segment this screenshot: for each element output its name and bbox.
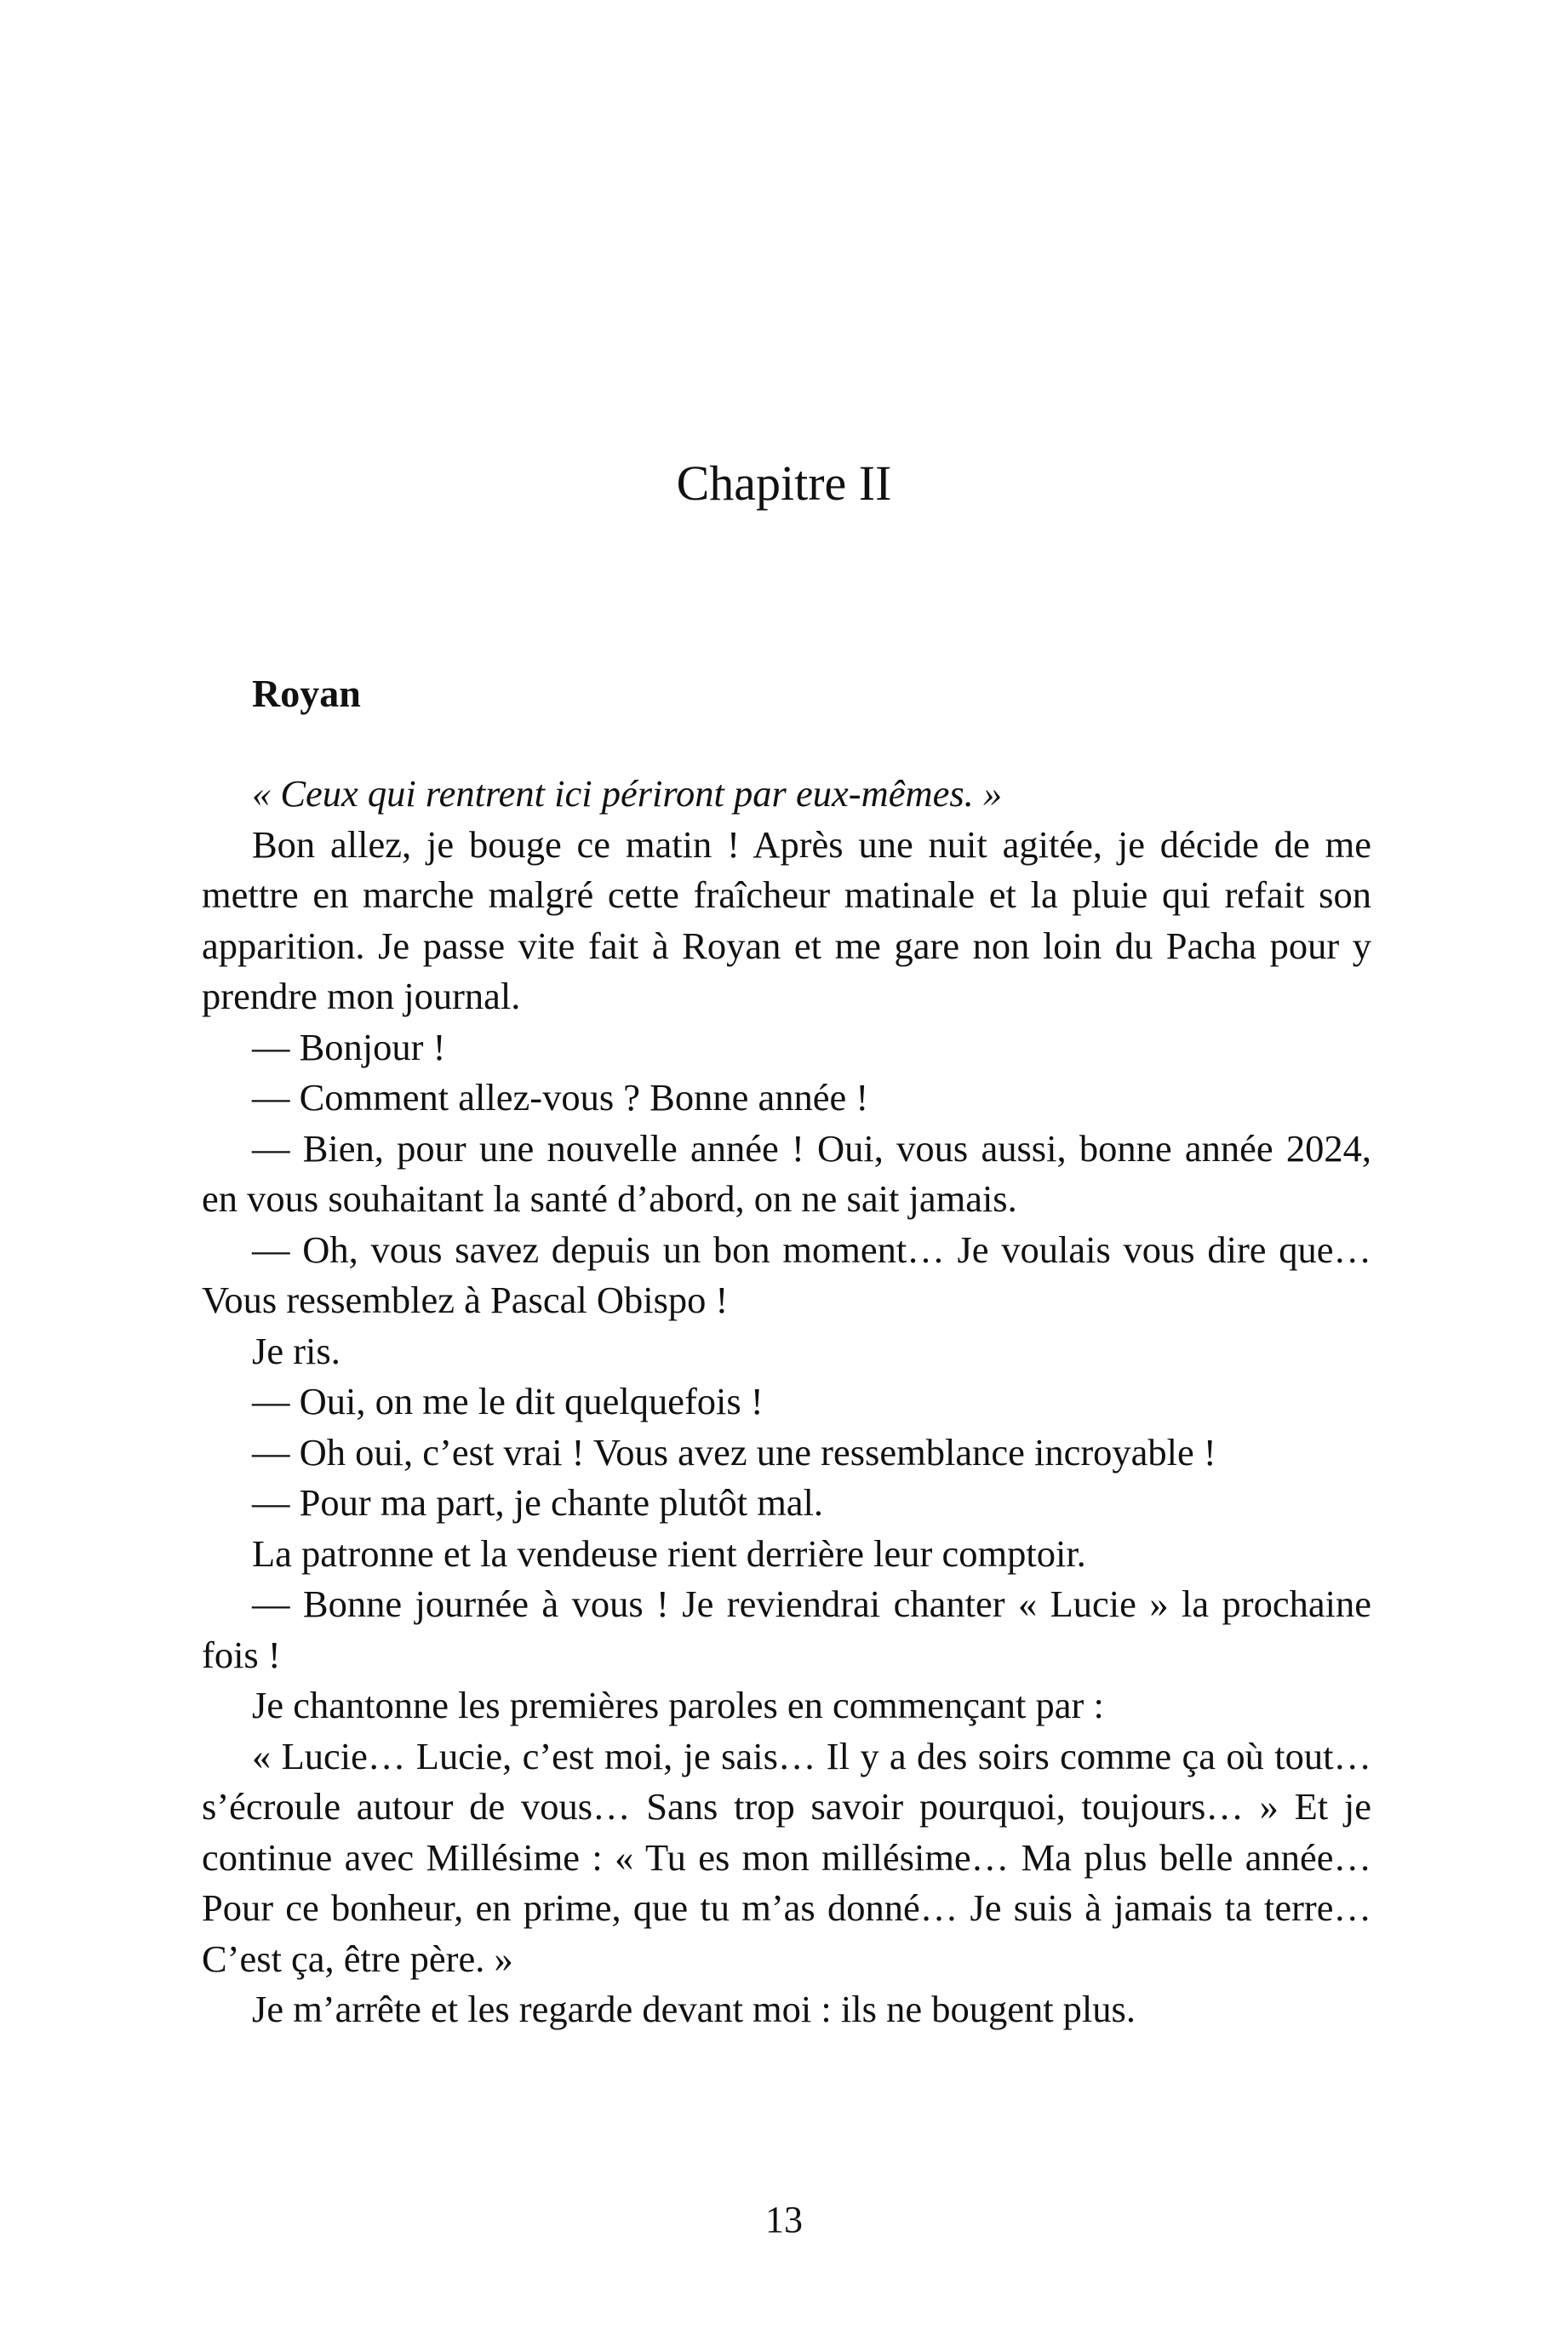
dialogue-line: — Comment allez-vous ? Bonne année !: [252, 1076, 869, 1119]
epigraph: « Ceux qui rentrent ici périront par eux-mêmes. »: [252, 772, 1003, 815]
section-title: Royan: [252, 672, 361, 715]
paragraph: Je ris.: [252, 1329, 340, 1372]
chapter-title: Chapitre II: [676, 455, 892, 511]
dialogue-line: — Bonne journée à vous ! Je reviendrai chanter « Lucie » la prochaine fois !: [202, 1582, 1371, 1676]
page-number: 13: [765, 2199, 803, 2240]
body-text: [202, 769, 1371, 2035]
dialogue-line: — Oh, vous savez depuis un bon moment… Je voulais vous dire que… Vous ressemblez à Pascal Obispo !: [202, 1228, 1371, 1321]
song-lyrics-paragraph: « Lucie… Lucie, c’est moi, je sais… Il y a des soirs comme ça où tout… s’écroule autour de vous… Sans trop savoir pourquoi, toujours… » Et je continue avec Millésime : « Tu es mon millésime… Ma plus belle année… Pour ce bonheur, en prime, que tu m’as donné… Je suis à jamais ta terre… C’est ça, être père. »: [202, 1734, 1371, 1980]
paragraph: Je chantonne les premières paroles en commençant par :: [252, 1684, 1104, 1726]
paragraph: Bon allez, je bouge ce matin ! Après une nuit agitée, je décide de me mettre en marche malgré cette fraîcheur matinale et la pluie qui refait son apparition. Je passe vite fait à Royan et me gare non loin du Pacha pour y prendre mon journal.: [202, 822, 1371, 1017]
paragraph: Je m’arrête et les regarde devant moi : ils ne bougent plus.: [252, 1988, 1136, 2030]
dialogue-line: — Oh oui, c’est vrai ! Vous avez une ressemblance incroyable !: [252, 1430, 1216, 1474]
dialogue-line: — Bonjour !: [252, 1025, 446, 1068]
dialogue-line: — Oui, on me le dit quelquefois !: [252, 1380, 764, 1422]
dialogue-line: — Pour ma part, je chante plutôt mal.: [252, 1481, 824, 1524]
dialogue-line: — Bien, pour une nouvelle année ! Oui, vous aussi, bonne année 2024, en vous souhaitant la santé d’abord, on ne sait jamais.: [202, 1126, 1371, 1220]
paragraph: La patronne et la vendeuse rient derrière leur comptoir.: [252, 1531, 1086, 1575]
